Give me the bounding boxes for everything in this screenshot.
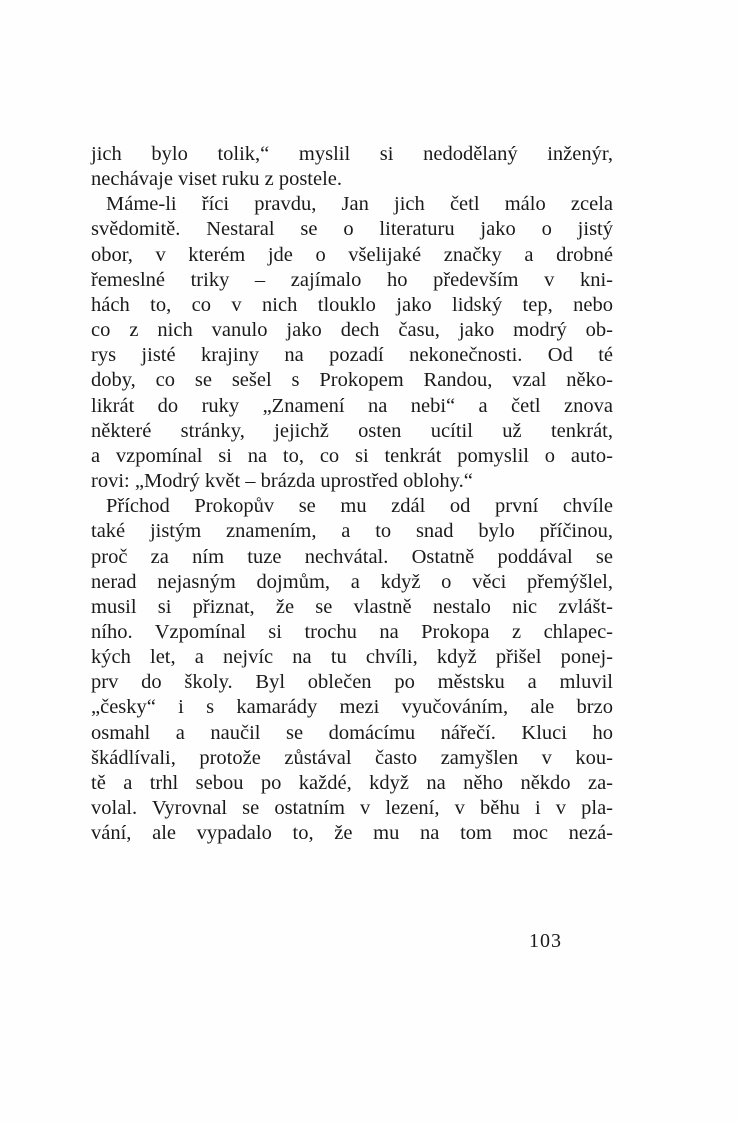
text-line: tě a trhl sebou po každé, když na něho někdo za-	[91, 771, 613, 794]
text-line: co z nich vanulo jako dech času, jako modrý ob-	[91, 319, 613, 342]
text-line: Máme-li říci pravdu, Jan jich četl málo zcela	[106, 193, 613, 216]
text-line: prv do školy. Byl oblečen po městsku a mluvil	[91, 671, 613, 694]
text-line: jich bylo tolik,“ myslil si nedodělaný inženýr,	[91, 143, 613, 165]
text-line: rys jisté krajiny na pozadí nekonečnosti. Od té	[91, 344, 613, 367]
text-line: řemeslné triky – zajímalo ho především v kni-	[91, 268, 613, 291]
text-line: doby, co se sešel s Prokopem Randou, vzal něko-	[91, 369, 613, 392]
text-line: škádlívali, protože zůstával často zamyšlen v kou-	[91, 746, 613, 769]
text-line: volal. Vyrovnal se ostatním v lezení, v běhu i v pla-	[91, 797, 613, 820]
text-line: rovi: „Modrý květ – brázda uprostřed oblohy.“	[91, 470, 473, 493]
text-line: vání, ale vypadalo to, že mu na tom moc nezá-	[91, 822, 613, 845]
text-line: nerad nejasným dojmům, a když o věci přemýšlel,	[91, 570, 613, 593]
text-line: „česky“ i s kamarády mezi vyučováním, ale brzo	[91, 696, 613, 719]
text-line: likrát do ruky „Znamení na nebi“ a četl znova	[91, 394, 613, 417]
text-line: musil si přiznat, že se vlastně nestalo nic zvlášt-	[91, 595, 613, 618]
text-line: kých let, a nejvíc na tu chvíli, když přišel ponej-	[91, 646, 613, 669]
page-number: 103	[529, 930, 562, 952]
text-line: ního. Vzpomínal si trochu na Prokopa z chlapec-	[91, 620, 613, 643]
text-line: některé stránky, jejichž osten ucítil už tenkrát,	[91, 419, 613, 442]
text-line: osmahl a naučil se domácímu nářečí. Kluci ho	[91, 721, 613, 744]
text-line: také jistým znamením, a to snad bylo příčinou,	[91, 520, 613, 543]
text-line: svědomitě. Nestaral se o literaturu jako o jistý	[91, 218, 613, 241]
body-text	[91, 142, 613, 846]
text-line: hách to, co v nich tlouklo jako lidský tep, nebo	[91, 293, 613, 316]
text-line: Příchod Prokopův se mu zdál od první chvíle	[106, 495, 613, 518]
text-line: obor, v kterém jde o všelijaké značky a drobné	[91, 243, 613, 266]
text-line: proč za ním tuze nechvátal. Ostatně poddával se	[91, 545, 613, 568]
text-line: nechávaje viset ruku z postele.	[91, 168, 343, 191]
text-line: a vzpomínal si na to, co si tenkrát pomyslil o auto-	[91, 444, 613, 467]
